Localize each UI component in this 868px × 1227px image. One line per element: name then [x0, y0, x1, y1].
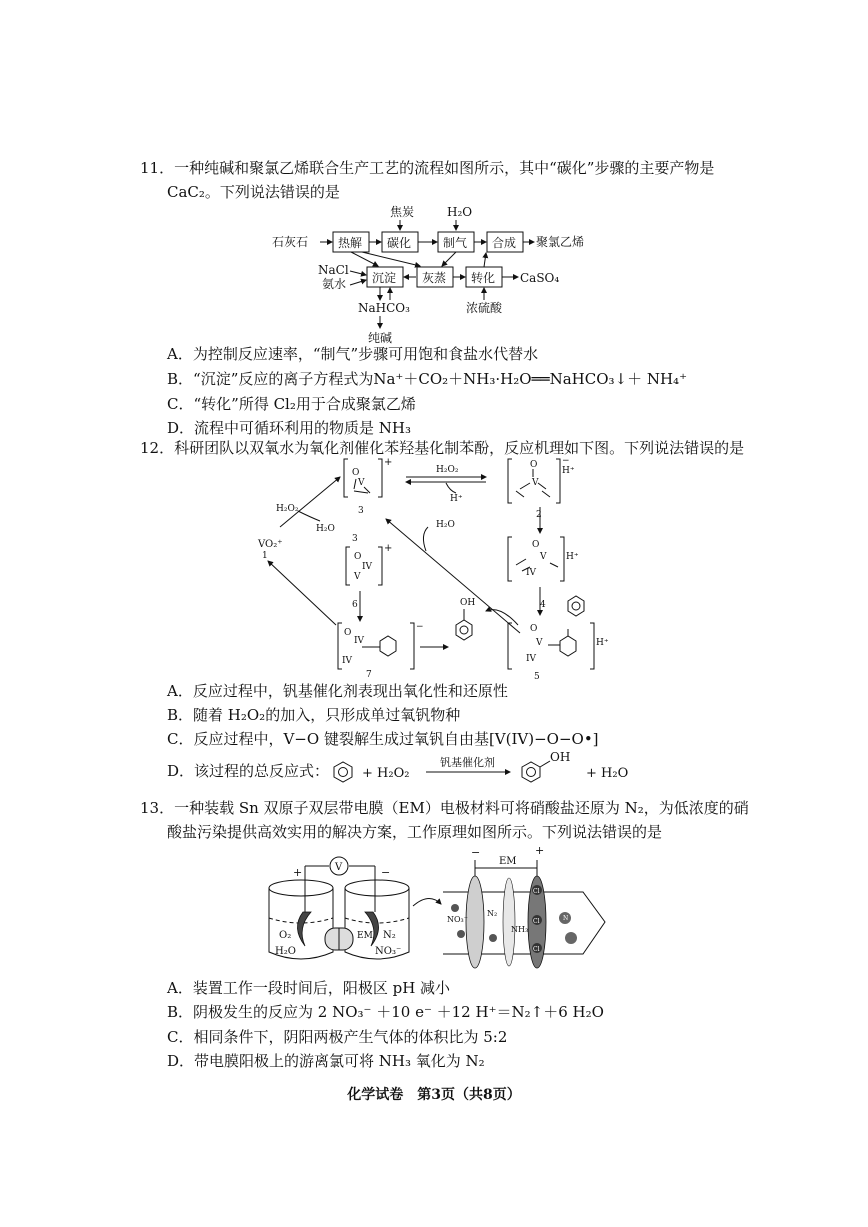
- q13-option-c: C．相同条件下，阴阳两极产生气体的体积比为 5:2: [167, 1028, 508, 1046]
- q13-stem-line2: 酸盐污染提供高效实用的解决方案，工作原理如图所示。下列说法错误的是: [167, 823, 663, 841]
- pyrolysis-label: 热解: [338, 236, 363, 250]
- ammonia-water-label: 氨水: [322, 277, 347, 291]
- svg-text:3: 3: [352, 534, 358, 544]
- svg-text:Cl: Cl: [533, 888, 540, 895]
- q11-stem-line2: CaC₂。下列说法错误的是: [167, 183, 340, 201]
- svg-text:H⁺: H⁺: [562, 466, 575, 476]
- svg-text:7: 7: [366, 670, 372, 680]
- svg-text:Cl: Cl: [533, 946, 540, 953]
- q12-option-a: A．反应过程中，钒基催化剂表现出氧化性和还原性: [167, 682, 508, 700]
- caso4-label: CaSO₄: [520, 271, 560, 285]
- q12-option-d-equation: [330, 748, 630, 788]
- q12-option-c: C．反应过程中，V−O 键裂解生成过氧钒自由基[V(IV)−O−O•]: [167, 730, 599, 748]
- svg-text:−: −: [381, 866, 391, 879]
- q11-option-c: C．“转化”所得 Cl₂用于合成聚氯乙烯: [167, 395, 416, 413]
- benzene-icon: [334, 762, 352, 782]
- svg-text:V: V: [540, 552, 547, 562]
- nh3-label: NH₃: [511, 925, 529, 934]
- q12-stem-line1: 12．科研团队以双氧水为氧化剂催化苯羟基化制苯酚，反应机理如下图。下列说法错误的是: [140, 439, 745, 457]
- svg-text:2: 2: [536, 510, 542, 520]
- page-footer: 化学试卷 第3页（共8页）: [347, 1087, 521, 1103]
- synthesis-label: 合成: [492, 236, 517, 250]
- phenol-product-icon: [522, 762, 540, 782]
- svg-text:+: +: [293, 866, 303, 879]
- h2o-left-label: H₂O: [316, 524, 335, 534]
- conc-h2so4-label: 浓硫酸: [466, 301, 503, 315]
- svg-text:IV: IV: [354, 636, 365, 646]
- h-plus-label: H⁺: [450, 494, 463, 504]
- svg-text:IV: IV: [526, 654, 537, 664]
- h2o-label: H₂O: [275, 946, 296, 957]
- svg-text:EM: EM: [499, 856, 517, 867]
- svg-text:N: N: [563, 915, 569, 922]
- h2o-mid-label: H₂O: [436, 520, 455, 530]
- svg-text:O: O: [352, 468, 360, 478]
- q11-option-b: B．“沉淀”反应的离子方程式为Na⁺＋CO₂＋NH₃·H₂O══NaHCO₃↓＋ NH₄⁺: [167, 370, 687, 388]
- limestone-label: 石灰石: [272, 235, 309, 249]
- benzene-reactant-icon: [568, 596, 584, 616]
- svg-text:V: V: [354, 572, 361, 582]
- catalyst-label: 钒基催化剂: [440, 756, 495, 769]
- svg-text:1: 1: [262, 551, 268, 561]
- preparation-label: 制气: [443, 236, 468, 250]
- q11-stem-line1: 11．一种纯碱和聚氯乙烯联合生产工艺的流程如图所示，其中“碳化”步骤的主要产物是: [140, 159, 715, 177]
- q13-option-a: A．装置工作一段时间后，阳极区 pH 减小: [167, 979, 451, 997]
- lime-distill-label: 灰蒸: [422, 271, 447, 285]
- no3-right-label: NO₃⁻: [447, 915, 468, 924]
- svg-text:+: +: [384, 543, 393, 554]
- h2o2-left-label: H₂O₂: [276, 504, 299, 514]
- pvc-label: 聚氯乙烯: [536, 235, 585, 249]
- svg-text:+ H₂O: + H₂O: [586, 766, 629, 781]
- svg-text:4: 4: [540, 600, 546, 610]
- no3-label: NO₃⁻: [375, 946, 402, 957]
- q11-flow-diagram: [270, 200, 600, 348]
- svg-text:−: −: [416, 622, 424, 632]
- q11-option-a: A．为控制反应速率，“制气”步骤可用饱和食盐水代替水: [167, 345, 539, 363]
- q12-option-d-prefix: D．该过程的总反应式：: [167, 762, 330, 780]
- svg-text:IV: IV: [342, 656, 353, 666]
- svg-text:V: V: [536, 638, 543, 648]
- q12-option-b: B．随着 H₂O₂的加入，只形成单过氧钒物种: [167, 706, 461, 724]
- conversion-label: 转化: [471, 271, 496, 285]
- svg-text:5: 5: [534, 672, 540, 680]
- svg-text:−: −: [562, 456, 570, 466]
- svg-text:IV: IV: [526, 568, 537, 578]
- svg-text:+: +: [384, 457, 393, 468]
- soda-label: 纯碱: [368, 331, 393, 345]
- svg-text:V: V: [335, 862, 343, 873]
- water-label: H₂O: [447, 205, 473, 219]
- o2-label: O₂: [279, 930, 292, 941]
- oh-label: OH: [460, 598, 476, 608]
- q12-mechanism-diagram: [250, 455, 620, 680]
- svg-text:V: V: [358, 478, 365, 488]
- q13-cell-diagram: [265, 842, 610, 974]
- svg-text:−: −: [471, 846, 481, 859]
- h2o2-top-label: H₂O₂: [436, 465, 459, 475]
- coke-label: 焦炭: [390, 205, 415, 219]
- svg-text:O: O: [530, 624, 538, 634]
- svg-text:+: +: [535, 844, 545, 857]
- phenol-icon: [456, 620, 472, 640]
- svg-text:3: 3: [358, 506, 364, 516]
- svg-text:O: O: [344, 628, 352, 638]
- precipitation-label: 沉淀: [372, 271, 397, 285]
- cathode-membrane: [466, 876, 484, 968]
- carbonization-label: 碳化: [387, 236, 412, 250]
- svg-text:Cl: Cl: [533, 918, 540, 925]
- q13-option-d: D．带电膜阳极上的游离氯可将 NH₃ 氧化为 N₂: [167, 1052, 485, 1070]
- svg-text:+ H₂O₂: + H₂O₂: [362, 766, 410, 781]
- svg-text:O: O: [354, 552, 362, 562]
- svg-text:IV: IV: [362, 562, 373, 572]
- svg-text:O: O: [532, 540, 540, 550]
- svg-text:OH: OH: [550, 750, 571, 764]
- nahco3-label: NaHCO₃: [358, 301, 410, 315]
- q13-stem-line1: 13．一种装载 Sn 双原子双层带电膜（EM）电极材料可将硝酸盐还原为 N₂，为低浓度的硝: [140, 799, 749, 817]
- nacl-label: NaCl: [318, 263, 349, 277]
- q11-option-d: D．流程中可循环利用的物质是 NH₃: [167, 419, 412, 437]
- svg-text:O: O: [530, 460, 538, 470]
- svg-text:H⁺: H⁺: [596, 638, 609, 648]
- n2-right-label: N₂: [487, 909, 498, 918]
- svg-text:H⁺: H⁺: [566, 552, 579, 562]
- svg-text:6: 6: [352, 600, 358, 610]
- q13-option-b: B．阴极发生的反应为 2 NO₃⁻ ＋10 e⁻ ＋12 H⁺＝N₂↑＋6 H₂O: [167, 1003, 604, 1021]
- n2-label: N₂: [383, 930, 396, 941]
- svg-text:V: V: [532, 478, 539, 488]
- svg-text:EM: EM: [357, 931, 373, 941]
- vo2-label: VO₂⁺: [258, 539, 283, 550]
